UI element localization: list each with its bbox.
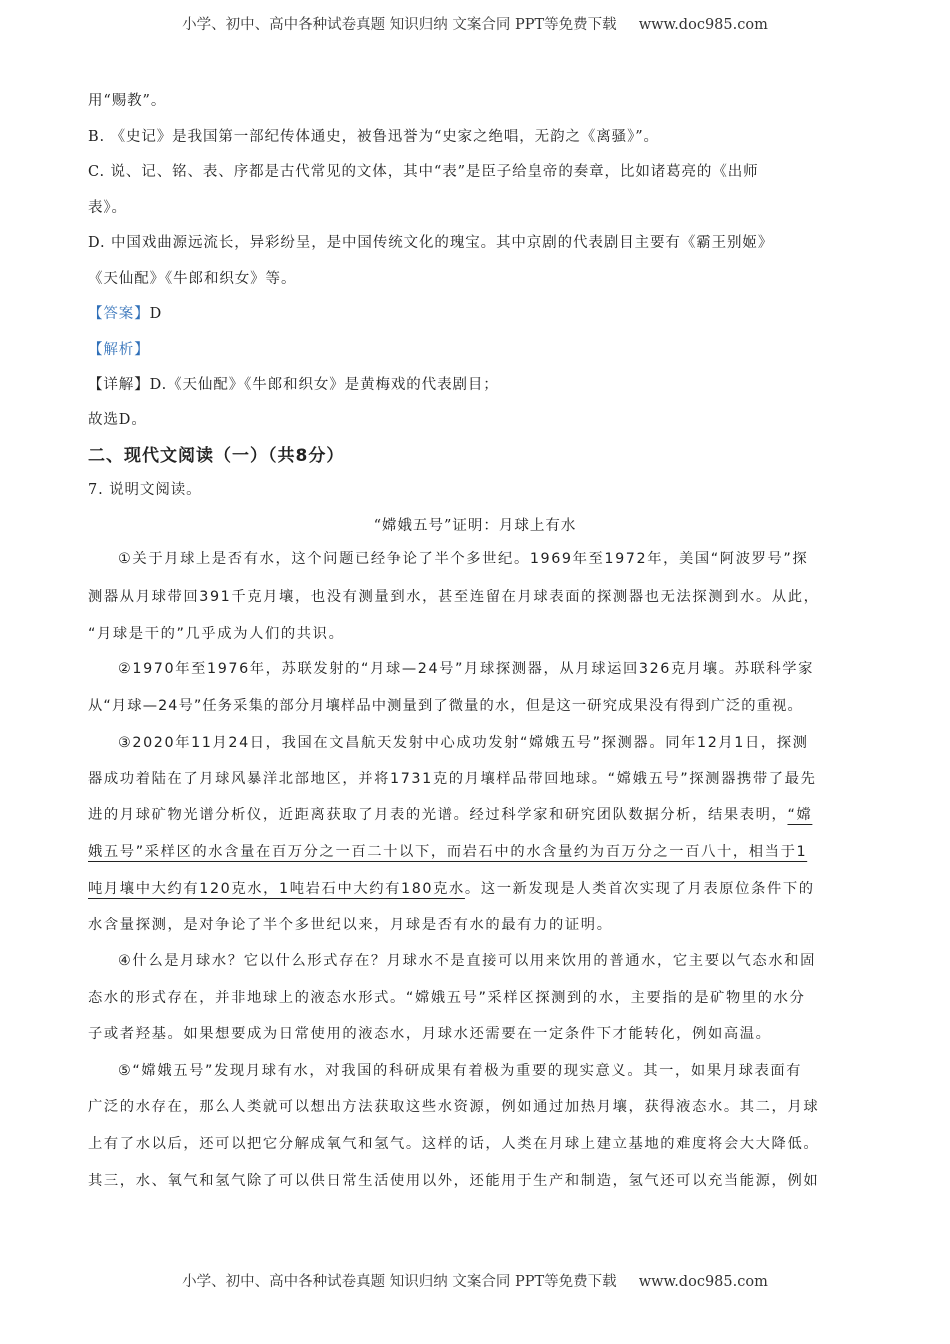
question-number: 7. 说明文阅读。 — [88, 482, 202, 498]
paragraph-3-line3-text: 进的月球矿物光谱分析仪，近距离获取了月表的光谱。经过科学家和研究团队数据分析，结果表明， — [88, 807, 788, 823]
paragraph-2-line1: ②1970年至1976年，苏联发射的“月球—24号”月球探测器，从月球运回326克月壤。苏联科学家 — [118, 661, 815, 677]
paragraph-3-line1: ③2020年11月24日，我国在文昌航天发射中心成功发射“嫦娥五号”探测器。同年12月1日，探测 — [118, 735, 809, 751]
option-c-line2: 表》。 — [88, 200, 127, 216]
option-b: B. 《史记》是我国第一部纪传体通史，被鲁迅誉为“史家之绝唱，无韵之《离骚》”。 — [88, 129, 659, 145]
page-header — [0, 13, 950, 34]
option-d-line1: D. 中国戏曲源远流长，异彩纷呈，是中国传统文化的瑰宝。其中京剧的代表剧目主要有《霸王别姬》 — [88, 235, 774, 251]
paragraph-5-line2: 广泛的水存在，那么人类就可以想出方法获取这些水资源，例如通过加热月壤，获得液态水。其二，月球 — [88, 1099, 820, 1115]
underlined-text-middle: 娥五号”采样区的水含量在百万分之一百二十以下，而岩石中的水含量约为百万分之一百八十，相当于1 — [88, 844, 808, 860]
paragraph-3-line5 — [88, 879, 815, 899]
paragraph-1-line1: ①关于月球上是否有水，这个问题已经争论了半个多世纪。1969年至1972年，美国“阿波罗号”探 — [118, 551, 809, 567]
answer-value: D — [149, 306, 163, 322]
footer-site[interactable]: www.doc985.com — [638, 1274, 768, 1290]
paragraph-5-line1: ⑤“嫦娥五号”发现月球有水，对我国的科研成果有着极为重要的现实意义。其一，如果月球表面有 — [118, 1063, 803, 1079]
answer-row — [88, 304, 162, 324]
paragraph-5-line3: 上有了水以后，还可以把它分解成氧气和氢气。这样的话，人类在月球上建立基地的难度将会大大降低。 — [88, 1136, 820, 1152]
paragraph-3-line6: 水含量探测，是对争论了半个多世纪以来，月球是否有水的最有力的证明。 — [88, 917, 613, 933]
underlined-text-start: “嫦 — [787, 807, 813, 823]
paragraph-1-line3: “月球是干的”几乎成为人们的共识。 — [88, 626, 345, 642]
option-c-line1: C. 说、记、铭、表、序都是古代常见的文体，其中“表”是臣子给皇帝的奏章，比如诸葛亮的《出师 — [88, 164, 759, 180]
analysis-label: 【解析】 — [88, 342, 150, 358]
paragraph-3-line2: 器成功着陆在了月球风暴洋北部地区，并将1731克的月壤样品带回地球。“嫦娥五号”探测器携带了最先 — [88, 771, 817, 787]
detail-label: 【详解】 — [88, 377, 150, 393]
paragraph-4-line3: 子或者羟基。如果想要成为日常使用的液态水，月球水还需要在一定条件下才能转化，例如高温。 — [88, 1026, 772, 1042]
paragraph-4-line1: ④什么是月球水？它以什么形式存在？月球水不是直接可以用来饮用的普通水，它主要以气态水和固 — [118, 953, 816, 969]
header-text: 小学、初中、高中各种试卷真题 知识归纳 文案合同 PPT等免费下载 — [182, 17, 617, 33]
underlined-text-end: 吨月壤中大约有120克水，1吨岩石中大约有180克水 — [88, 881, 465, 897]
detail-row — [88, 375, 499, 395]
option-d-line2: 《天仙配》《牛郎和织女》等。 — [88, 271, 297, 287]
page-footer — [0, 1270, 950, 1291]
article-title: “嫦娥五号”证明：月球上有水 — [373, 518, 577, 534]
answer-label: 【答案】 — [88, 306, 150, 322]
paragraph-4-line2: 态水的形式存在，并非地球上的液态水形式。“嫦娥五号”采样区探测到的水，主要指的是矿物里的水分 — [88, 990, 806, 1006]
option-a-tail: 用“赐教”。 — [88, 93, 167, 109]
footer-text: 小学、初中、高中各种试卷真题 知识归纳 文案合同 PPT等免费下载 — [182, 1274, 617, 1290]
section-heading: 二、现代文阅读（一）（共8分） — [88, 446, 345, 466]
paragraph-3-line3 — [88, 805, 812, 825]
paragraph-5-line4: 其三，水、氧气和氢气除了可以供日常生活使用以外，还能用于生产和制造，氢气还可以充当能源，例如 — [88, 1173, 820, 1189]
detail-text: D.《天仙配》《牛郎和织女》是黄梅戏的代表剧目； — [149, 377, 499, 393]
paragraph-1-line2: 测器从月球带回391千克月壤，也没有测量到水，甚至连留在月球表面的探测器也无法探测到水。从此， — [88, 589, 820, 605]
conclusion: 故选D。 — [88, 412, 147, 428]
header-site[interactable]: www.doc985.com — [638, 17, 768, 33]
paragraph-3-line5-text: 。这一新发现是人类首次实现了月表原位条件下的 — [464, 881, 815, 897]
paragraph-2-line2: 从“月球—24号”任务采集的部分月壤样品中测量到了微量的水，但是这一研究成果没有得到广泛的重视。 — [88, 698, 803, 714]
